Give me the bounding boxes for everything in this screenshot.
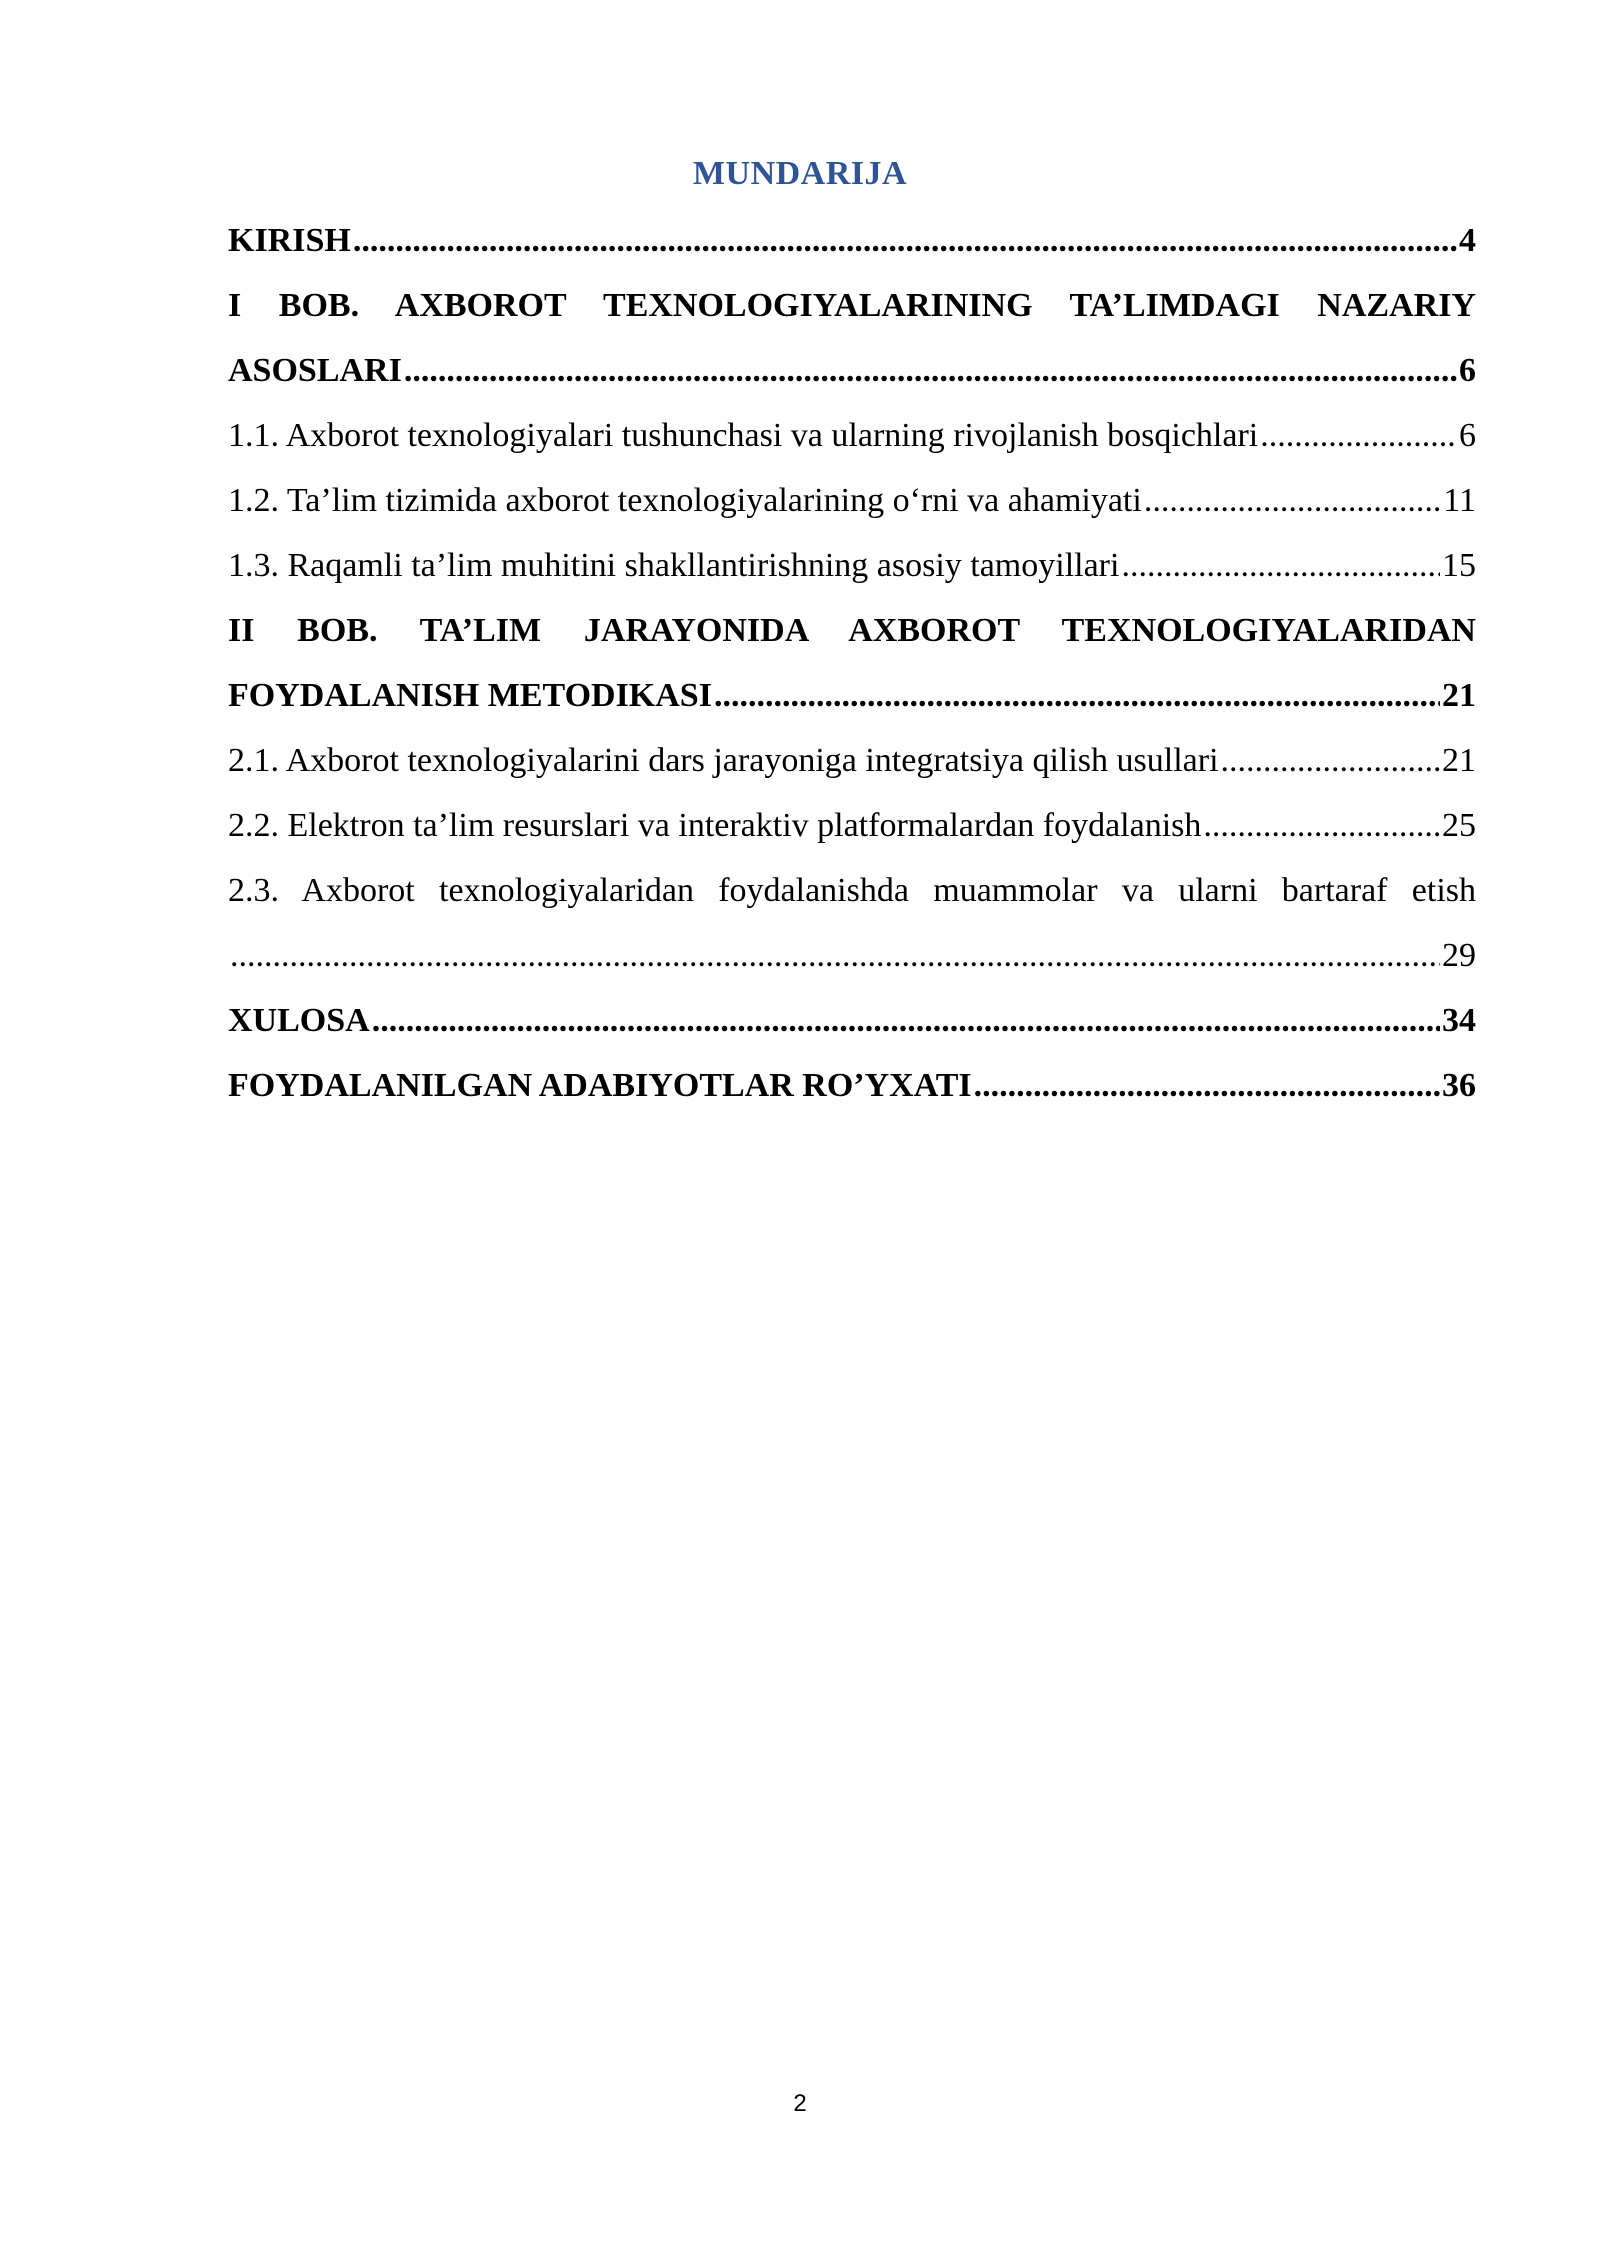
toc-entry-2-1[interactable] — [228, 728, 1476, 793]
toc-entry-page: 4 — [1459, 221, 1476, 259]
toc-entry-label: KIRISH — [228, 221, 351, 259]
toc-entry-page: 25 — [1442, 806, 1476, 844]
toc-entry-label: 1.1. Axborot texnologiyalari tushunchasi va ularning rivojlanish bosqichlari — [228, 416, 1259, 454]
dot-leader — [353, 222, 1457, 260]
toc-chapter-2-heading[interactable] — [228, 598, 1476, 663]
dot-leader — [404, 352, 1457, 390]
toc-entry-label: 2.2. Elektron ta’lim resurslari va interaktiv platformalardan foydalanish — [228, 806, 1202, 844]
toc-entry-label: 1.3. Raqamli ta’lim muhitini shakllantirishning asosiy tamoyillari — [228, 546, 1120, 584]
toc-entry-label: FOYDALANILGAN ADABIYOTLAR RO’YXATI — [228, 1066, 972, 1104]
toc-entry-xulosa[interactable] — [228, 988, 1476, 1053]
toc-entry-1-3[interactable] — [228, 533, 1476, 598]
toc-entry-page: 36 — [1442, 1066, 1476, 1104]
toc-entry-2-3[interactable] — [228, 923, 1476, 988]
toc-entry-page: 21 — [1442, 741, 1476, 779]
dot-leader — [372, 1002, 1440, 1040]
toc-entry-page: 15 — [1442, 546, 1476, 584]
dot-leader — [1144, 482, 1441, 520]
page-number: 2 — [793, 2090, 807, 2117]
toc-entry-label: FOYDALANISH METODIKASI — [228, 676, 712, 714]
toc-title: MUNDARIJA — [692, 155, 908, 192]
toc-entry-page: 34 — [1442, 1001, 1476, 1039]
toc-entry-label-line1: I BOB. AXBOROT TEXNOLOGIYALARINING TA’LIMDAGI NAZARIY — [228, 287, 1476, 324]
toc-entry-page: 29 — [1442, 936, 1476, 974]
table-of-contents — [228, 208, 1476, 1118]
toc-entry-2-2[interactable] — [228, 793, 1476, 858]
toc-entry-kirish[interactable] — [228, 208, 1476, 273]
dot-leader — [1221, 742, 1440, 780]
toc-entry-page: 21 — [1442, 676, 1476, 714]
toc-entry-label: ASOSLARI — [228, 351, 402, 389]
toc-entry-label-line1: 2.3. Axborot texnologiyalaridan foydalanishda muammolar va ularni bartaraf etish — [228, 872, 1476, 909]
dot-leader — [1260, 417, 1457, 455]
dot-leader — [714, 677, 1440, 715]
dot-leader — [974, 1067, 1440, 1105]
toc-entry-adabiyotlar[interactable] — [228, 1053, 1476, 1118]
toc-entry-1-1[interactable] — [228, 403, 1476, 468]
toc-entry-label-line1: II BOB. TA’LIM JARAYONIDA AXBOROT TEXNOLOGIYALARIDAN — [228, 612, 1476, 649]
toc-entry-label: XULOSA — [228, 1001, 370, 1039]
toc-chapter-1-entry[interactable] — [228, 338, 1476, 403]
toc-entry-2-3-line1[interactable] — [228, 858, 1476, 923]
toc-chapter-1-heading[interactable] — [228, 273, 1476, 338]
toc-entry-label: 2.1. Axborot texnologiyalarini dars jarayoniga integratsiya qilish usullari — [228, 741, 1219, 779]
toc-entry-page: 11 — [1443, 481, 1476, 519]
toc-entry-1-2[interactable] — [228, 468, 1476, 533]
dot-leader — [1203, 807, 1440, 845]
toc-entry-label: 1.2. Ta’lim tizimida axborot texnologiyalarining o‘rni va ahamiyati — [228, 481, 1142, 519]
toc-entry-page: 6 — [1459, 416, 1476, 454]
toc-chapter-2-entry[interactable] — [228, 663, 1476, 728]
toc-entry-page: 6 — [1459, 351, 1476, 389]
dot-leader — [230, 937, 1440, 975]
dot-leader — [1121, 547, 1440, 585]
